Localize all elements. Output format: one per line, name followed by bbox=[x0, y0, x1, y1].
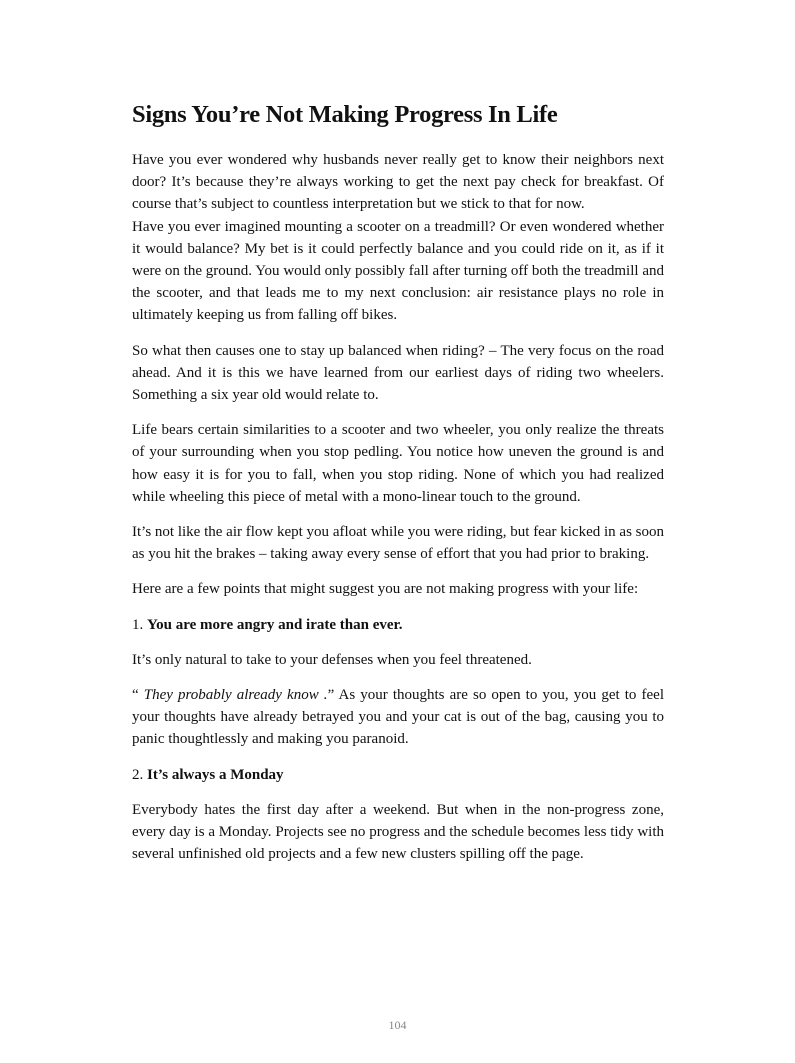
point-1-paragraph-quote bbox=[132, 684, 664, 751]
quote-body-text: As your thoughts are so open to you, you get to feel your thoughts have already betrayed you and your cat is out of the bag, causing you to panic thoughtlessly and making you paranoid. bbox=[132, 687, 664, 748]
point-number: 2. bbox=[132, 766, 144, 783]
point-heading-1 bbox=[132, 614, 664, 636]
point-1-paragraph-defenses: It’s only natural to take to your defenses when you feel threatened. bbox=[132, 651, 532, 668]
paragraph-air-flow: It’s not like the air flow kept you afloat while you were riding, but fear kicked in as soon as you hit the brakes – taking away every sense of effort that you had prior to braking. bbox=[132, 524, 664, 563]
document-page bbox=[132, 98, 664, 878]
paragraph-life-similarities: Life bears certain similarities to a scooter and two wheeler, you only realize the threats of your surrounding when you stop pedling. You notice how uneven the ground is and how easy it is for you to fall, when you stop riding. None of which you had realized while wheeling this piece of metal with a mono-linear touch to the ground. bbox=[132, 422, 664, 505]
page-number: 104 bbox=[388, 1018, 407, 1032]
paragraph-husbands: Have you ever wondered why husbands never really get to know their neighbors next door? It’s because they’re always working to get the next pay check for breakfast. Of course that’s subject to countless interpretation but we stick to that for now. bbox=[132, 152, 664, 213]
point-2-paragraph-monday: Everybody hates the first day after a weekend. But when in the non-progress zone, every day is a Monday. Projects see no progress and the schedule becomes less tidy with several unfinished old projects and a few new clusters spilling off the page. bbox=[132, 801, 664, 863]
paragraph-balance: So what then causes one to stay up balanced when riding? – The very focus on the road ahead. And it is this we have learned from our earliest days of riding two wheelers. Something a six year old would relate to. bbox=[132, 342, 664, 404]
quote-open-mark: “ bbox=[132, 687, 139, 704]
page-title: Signs You’re Not Making Progress In Life bbox=[132, 101, 558, 128]
quote-italic-text: They probably already know . bbox=[138, 687, 328, 704]
point-heading-text: It’s always a Monday bbox=[147, 766, 284, 783]
paragraph-treadmill: Have you ever imagined mounting a scooter on a treadmill? Or even wondered whether it would balance? My bet is it could perfectly balance and you could ride on it, as if it were on the ground. You would only possibly fall after turning off both the treadmill and the scooter, and that leads me to my next conclusion: air resistance plays no role in ultimately keeping us from falling off bikes. bbox=[132, 218, 664, 324]
paragraph-intro-points: Here are a few points that might suggest you are not making progress with your life: bbox=[132, 581, 639, 598]
point-number: 1. bbox=[132, 616, 144, 633]
point-heading-2 bbox=[132, 764, 664, 786]
quote-close-mark: ” bbox=[327, 687, 335, 704]
point-heading-text: You are more angry and irate than ever. bbox=[147, 616, 403, 633]
